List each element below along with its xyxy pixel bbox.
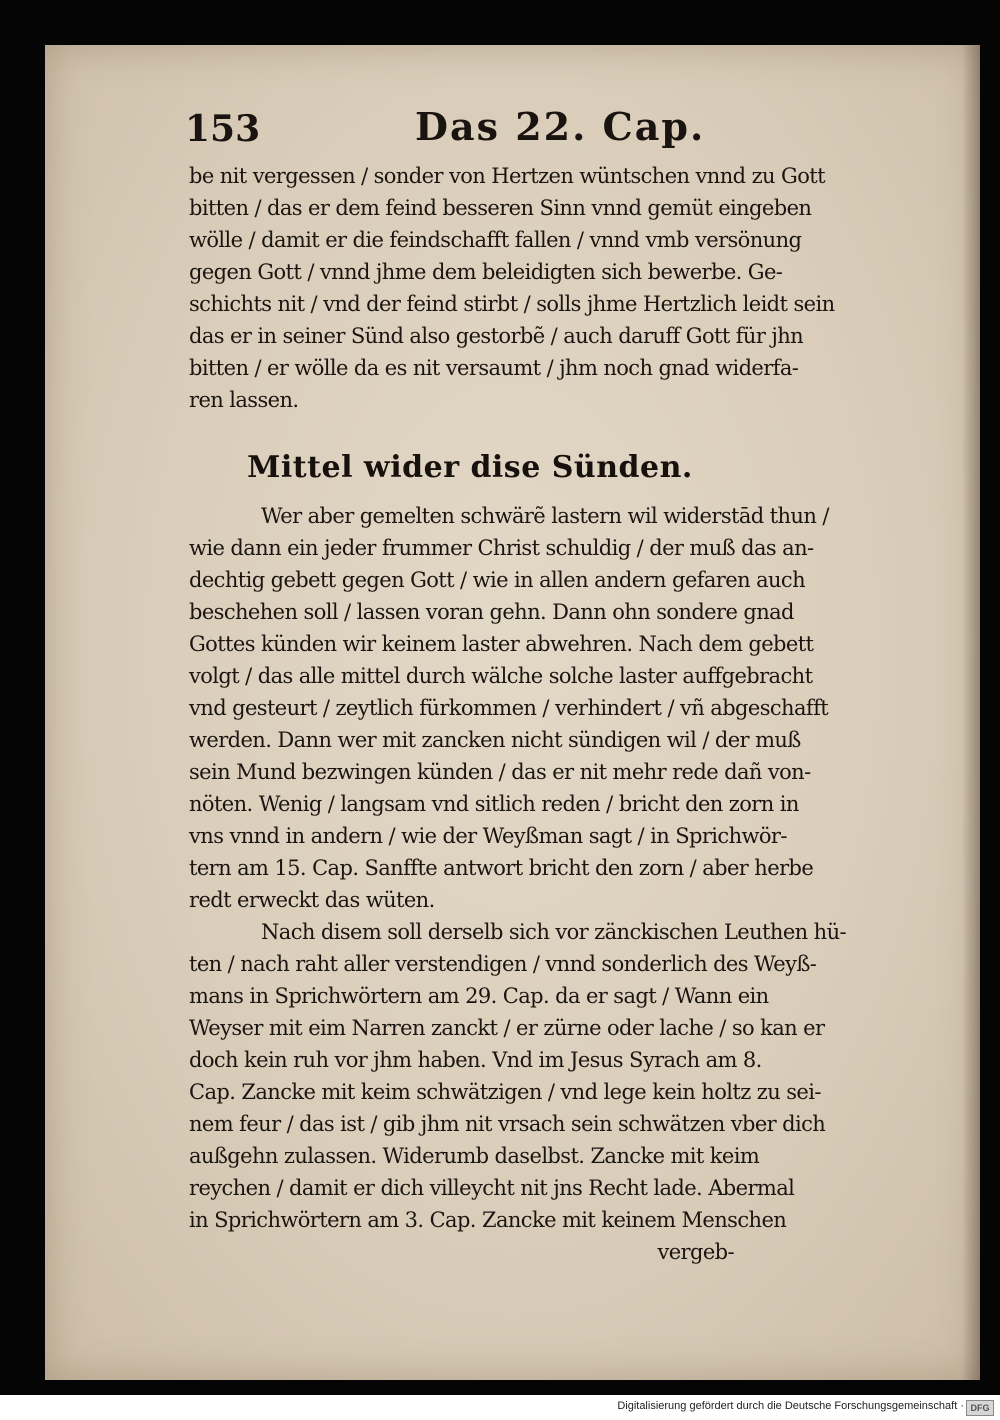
text-line: gegen Gott / vnnd jhme dem beleidigten sich bewerbe. Ge- bbox=[189, 260, 783, 284]
text-line: volgt / das alle mittel durch wälche solche laster auffgebracht bbox=[189, 664, 813, 688]
text-line: Cap. Zancke mit keim schwätzigen / vnd lege kein holtz zu sei- bbox=[189, 1080, 821, 1104]
text-line: ten / nach raht aller verstendigen / vnnd sonderlich des Weyß- bbox=[189, 952, 817, 976]
text-line: be nit vergessen / sonder von Hertzen wüntschen vnnd zu Gott bbox=[189, 164, 825, 188]
digitization-credit: Digitalisierung gefördert durch die Deutsche Forschungsgemeinschaft · bbox=[617, 1400, 964, 1412]
text-line: tern am 15. Cap. Sanffte antwort bricht den zorn / aber herbe bbox=[189, 856, 814, 880]
running-head: Das 22. Cap. bbox=[415, 104, 706, 149]
text-line: Wer aber gemelten schwärẽ lastern wil widerstād thun / bbox=[261, 504, 829, 528]
text-line: Gottes künden wir keinem laster abwehren. Nach dem gebett bbox=[189, 632, 814, 656]
footer-strip bbox=[0, 1395, 1000, 1420]
text-block-continuation bbox=[189, 160, 835, 416]
text-line: außgehn zulassen. Widerumb daselbst. Zancke mit keim bbox=[189, 1144, 760, 1168]
text-line: wölle / damit er die feindschafft fallen / vnnd vmb versönung bbox=[189, 228, 802, 252]
text-line: beschehen soll / lassen voran gehn. Dann ohn sondere gnad bbox=[189, 600, 794, 624]
text-block-main bbox=[189, 500, 846, 1268]
text-line: redt erweckt das wüten. bbox=[189, 888, 435, 912]
text-line: ren lassen. bbox=[189, 388, 299, 412]
text-line: das er in seiner Sünd also gestorbẽ / auch daruff Gott für jhn bbox=[189, 324, 804, 348]
text-line: vnd gesteurt / zeytlich fürkommen / verhindert / vñ abgeschafft bbox=[189, 696, 829, 720]
text-line: Nach disem soll derselb sich vor zänckischen Leuthen hü- bbox=[261, 920, 846, 944]
catchword: vergeb- bbox=[657, 1240, 734, 1264]
text-line: Weyser mit eim Narren zanckt / er zürne oder lache / so kan er bbox=[189, 1016, 825, 1040]
text-line: nem feur / das ist / gib jhm nit vrsach sein schwätzen vber dich bbox=[189, 1112, 826, 1136]
text-line: wie dann ein jeder frummer Christ schuldig / der muß das an- bbox=[189, 536, 814, 560]
text-line: doch kein ruh vor jhm haben. Vnd im Jesus Syrach am 8. bbox=[189, 1048, 762, 1072]
text-line: in Sprichwörtern am 3. Cap. Zancke mit keinem Menschen bbox=[189, 1208, 787, 1232]
dfg-logo-icon: DFG bbox=[966, 1400, 994, 1416]
text-line: werden. Dann wer mit zancken nicht sündigen wil / der muß bbox=[189, 728, 801, 752]
text-line: bitten / er wölle da es nit versaumt / jhm noch gnad widerfa- bbox=[189, 356, 799, 380]
text-line: schichts nit / vnd der feind stirbt / solls jhme Hertzlich leidt sein bbox=[189, 292, 835, 316]
text-line: vns vnnd in andern / wie der Weyßman sagt / in Sprichwör- bbox=[189, 824, 787, 848]
text-line: reychen / damit er dich villeycht nit jns Recht lade. Abermal bbox=[189, 1176, 795, 1200]
section-heading: Mittel wider dise Sünden. bbox=[247, 450, 693, 485]
text-line: nöten. Wenig / langsam vnd sitlich reden / bricht den zorn in bbox=[189, 792, 799, 816]
text-line: dechtig gebett gegen Gott / wie in allen andern gefaren auch bbox=[189, 568, 805, 592]
page-number: 153 bbox=[185, 108, 261, 150]
text-line: mans in Sprichwörtern am 29. Cap. da er sagt / Wann ein bbox=[189, 984, 769, 1008]
spine-shadow bbox=[962, 45, 980, 1380]
text-line: bitten / das er dem feind besseren Sinn vnnd gemüt eingeben bbox=[189, 196, 812, 220]
text-line: sein Mund bezwingen künden / das er nit mehr rede dañ von- bbox=[189, 760, 811, 784]
page-header bbox=[185, 100, 745, 160]
